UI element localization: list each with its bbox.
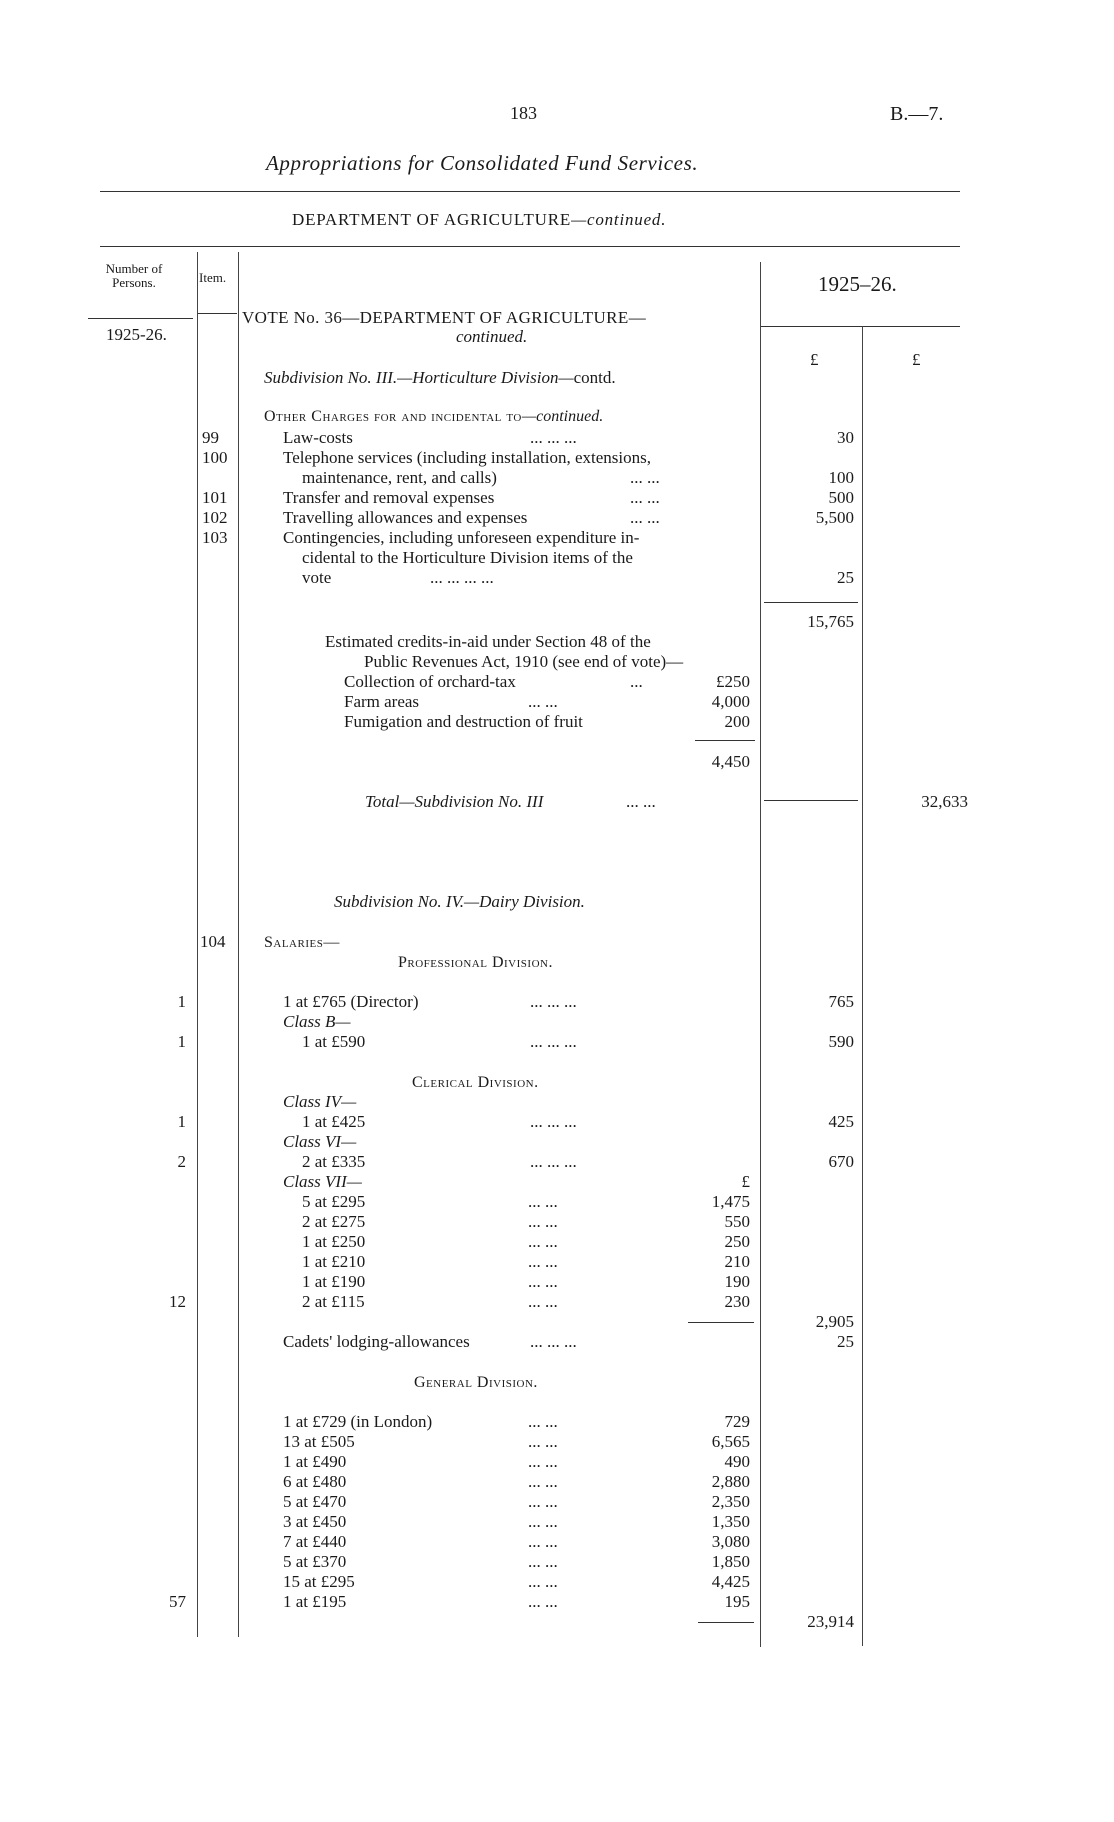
row-sub: 210 xyxy=(724,1252,750,1271)
row-dots: ... ... ... xyxy=(530,1112,577,1131)
row-dots: ... ... xyxy=(528,1512,558,1531)
class-7-total: 2,905 xyxy=(815,1312,854,1331)
row-dots: ... ... xyxy=(528,1532,558,1551)
cadets-amount: 25 xyxy=(837,1332,854,1351)
persons-year: 1925-26. xyxy=(106,325,167,344)
row-text: 7 at £440 xyxy=(283,1532,347,1551)
department-continued: —continued. xyxy=(571,210,667,229)
row-text: cidental to the Horticulture Division items of the xyxy=(302,548,633,567)
col-header-year: 1925–26. xyxy=(818,272,897,296)
vote-title: VOTE No. 36—DEPARTMENT OF AGRICULTURE— xyxy=(242,308,647,327)
row-amount: 425 xyxy=(828,1112,854,1131)
row-persons: 1 xyxy=(177,1032,186,1051)
row-sub: 6,565 xyxy=(711,1432,750,1451)
pound-header-2: £ xyxy=(912,350,921,369)
table-row xyxy=(0,1092,1114,1112)
row-dots: ... ... ... xyxy=(530,1152,577,1171)
vote-continued: continued. xyxy=(456,327,528,346)
table-row xyxy=(0,1452,1114,1472)
row-text: 1 at £729 (in London) xyxy=(283,1412,433,1431)
row-dots: ... ... ... xyxy=(530,428,577,447)
table-row xyxy=(0,1232,1114,1252)
row-dots: ... ... ... xyxy=(530,1032,577,1051)
total-subdivision-3-dots: ... ... xyxy=(626,792,656,811)
table-row xyxy=(0,692,1114,712)
row-sub: 550 xyxy=(724,1212,750,1231)
subdivision-3-name: Subdivision No. III.—Horticulture Division— xyxy=(264,368,574,387)
row-sub: 250 xyxy=(724,1232,750,1251)
department-heading xyxy=(292,210,666,230)
row-text: Class B— xyxy=(283,1012,351,1031)
row-sub: 1,850 xyxy=(711,1552,750,1571)
row-text: 1 at £490 xyxy=(283,1452,347,1471)
credits-line-1: Estimated credits-in-aid under Section 48 of the xyxy=(325,632,651,651)
row-text: Telephone services (including installation, extensions, xyxy=(283,448,651,467)
row-persons: 12 xyxy=(169,1292,186,1311)
professional-division-heading: Professional Division. xyxy=(398,954,553,971)
row-item: 101 xyxy=(202,488,228,507)
row-sub: 490 xyxy=(724,1452,750,1471)
row-sub: 729 xyxy=(724,1412,750,1431)
row-dots: ... ... xyxy=(528,1232,558,1251)
table-row xyxy=(0,508,1114,528)
row-dots: ... ... xyxy=(528,1192,558,1211)
row-text: 1 at £210 xyxy=(302,1252,366,1271)
department-name: DEPARTMENT OF AGRICULTURE xyxy=(292,210,572,229)
row-text: 2 at £275 xyxy=(302,1212,366,1231)
row-text: 2 at £335 xyxy=(302,1152,366,1171)
row-dots: ... ... ... ... xyxy=(430,568,494,587)
row-dots: ... ... xyxy=(528,1572,558,1591)
row-dots: ... ... ... xyxy=(530,992,577,1011)
table-row xyxy=(0,1012,1114,1032)
row-dots: ... ... xyxy=(528,1552,558,1571)
credits-line-2: Public Revenues Act, 1910 (see end of vote)— xyxy=(364,652,684,671)
row-text: Class VII— xyxy=(283,1172,362,1191)
row-sub: 230 xyxy=(724,1292,750,1311)
pound-header-1: £ xyxy=(810,350,819,369)
row-text: Farm areas xyxy=(344,692,420,711)
row-text: 3 at £450 xyxy=(283,1512,347,1531)
table-row xyxy=(0,1552,1114,1572)
row-text: Transfer and removal expenses xyxy=(283,488,495,507)
row-amount: 500 xyxy=(828,488,854,507)
table-row xyxy=(0,1132,1114,1152)
clerical-division-heading: Clerical Division. xyxy=(412,1074,539,1091)
table-row xyxy=(0,468,1114,488)
salaries-heading: Salaries— xyxy=(264,934,340,951)
row-text: 1 at £590 xyxy=(302,1032,366,1051)
table-row xyxy=(0,1412,1114,1432)
credits-total: 4,450 xyxy=(711,752,750,771)
table-row xyxy=(0,1592,1114,1612)
cadets-row xyxy=(0,1332,1114,1352)
row-dots: ... ... xyxy=(528,692,558,711)
row-dots: ... ... xyxy=(528,1472,558,1491)
row-amount: 4,000 xyxy=(711,692,750,711)
row-amount: 5,500 xyxy=(815,508,854,527)
row-text: Law-costs xyxy=(283,428,353,447)
row-amount: 30 xyxy=(837,428,854,447)
row-amount: 670 xyxy=(828,1152,854,1171)
table-row xyxy=(0,1032,1114,1052)
table-row xyxy=(0,1192,1114,1212)
table-row xyxy=(0,1172,1114,1192)
row-item: 102 xyxy=(202,508,228,527)
row-item: 99 xyxy=(202,428,219,447)
general-division-heading: General Division. xyxy=(414,1374,538,1391)
other-charges-label: Other Charges for and incidental to xyxy=(264,408,522,425)
row-sub: 4,425 xyxy=(711,1572,750,1591)
row-sub: 195 xyxy=(724,1592,750,1611)
row-text: 1 at £190 xyxy=(302,1272,366,1291)
row-text: Travelling allowances and expenses xyxy=(283,508,528,527)
row-text: 15 at £295 xyxy=(283,1572,355,1591)
total-subdivision-3-label: Total—Subdivision No. III xyxy=(365,792,544,811)
table-row xyxy=(0,448,1114,468)
general-division-total: 23,914 xyxy=(807,1612,854,1631)
row-sub: 2,880 xyxy=(711,1472,750,1491)
table-row xyxy=(0,992,1114,1012)
col-header-persons: Number of Persons. xyxy=(105,261,163,290)
row-item: 100 xyxy=(202,448,228,467)
row-dots: ... ... xyxy=(528,1292,558,1311)
row-amount: £250 xyxy=(716,672,750,691)
table-row xyxy=(0,428,1114,448)
row-amount: 765 xyxy=(828,992,854,1011)
row-text: 1 at £425 xyxy=(302,1112,366,1131)
subdivision-4-title: Subdivision No. IV.—Dairy Division. xyxy=(334,892,585,911)
row-amount: 100 xyxy=(828,468,854,487)
page-title: Appropriations for Consolidated Fund Services. xyxy=(266,151,699,175)
other-charges-heading xyxy=(264,408,603,426)
row-text: 5 at £295 xyxy=(302,1192,366,1211)
row-dots: ... ... xyxy=(630,488,660,507)
subdivision-3-contd: contd. xyxy=(573,368,616,387)
row-text: Collection of orchard-tax xyxy=(344,672,516,691)
table-row xyxy=(0,1272,1114,1292)
row-item: 103 xyxy=(202,528,228,547)
table-row xyxy=(0,1512,1114,1532)
row-dots: ... ... xyxy=(528,1592,558,1611)
row-amount: 200 xyxy=(724,712,750,731)
table-row xyxy=(0,528,1114,548)
table-row xyxy=(0,1432,1114,1452)
table-row xyxy=(0,712,1114,732)
row-amount: 25 xyxy=(837,568,854,587)
row-dots: ... ... xyxy=(528,1432,558,1451)
row-text: Class IV— xyxy=(283,1092,357,1111)
row-sub: 2,350 xyxy=(711,1492,750,1511)
row-sub: 3,080 xyxy=(711,1532,750,1551)
table-row xyxy=(0,1572,1114,1592)
row-sub: 1,475 xyxy=(711,1192,750,1211)
table-row xyxy=(0,1252,1114,1272)
row-dots: ... ... xyxy=(528,1212,558,1231)
row-text: 1 at £765 (Director) xyxy=(283,992,419,1011)
row-dots: ... ... xyxy=(630,508,660,527)
row-text: 1 at £195 xyxy=(283,1592,347,1611)
row-text: 5 at £370 xyxy=(283,1552,347,1571)
row-sub: 190 xyxy=(724,1272,750,1291)
row-dots: ... ... xyxy=(528,1412,558,1431)
table-row xyxy=(0,1112,1114,1132)
row-dots: ... ... xyxy=(528,1492,558,1511)
row-dots: ... ... xyxy=(528,1272,558,1291)
row-persons: 2 xyxy=(177,1152,186,1171)
row-text: maintenance, rent, and calls) xyxy=(302,468,497,487)
table-row xyxy=(0,488,1114,508)
subdivision-4-item: 104 xyxy=(200,932,226,951)
table-row xyxy=(0,1292,1114,1312)
row-sub: £ xyxy=(741,1172,750,1191)
row-persons: 57 xyxy=(169,1592,186,1611)
row-persons: 1 xyxy=(177,1112,186,1131)
table-row xyxy=(0,1472,1114,1492)
row-amount: 590 xyxy=(828,1032,854,1051)
row-text: Fumigation and destruction of fruit xyxy=(344,712,583,731)
row-text: 5 at £470 xyxy=(283,1492,347,1511)
row-dots: ... ... xyxy=(528,1252,558,1271)
report-code: B.—7. xyxy=(890,103,944,125)
row-persons: 1 xyxy=(177,992,186,1011)
table-row xyxy=(0,672,1114,692)
table-row xyxy=(0,1532,1114,1552)
other-charges-continued: —continued. xyxy=(521,408,604,425)
other-charges-subtotal: 15,765 xyxy=(807,612,854,631)
row-dots: ... xyxy=(630,672,643,691)
cadets-text: Cadets' lodging-allowances xyxy=(283,1332,470,1351)
row-text: 13 at £505 xyxy=(283,1432,355,1451)
row-sub: 1,350 xyxy=(711,1512,750,1531)
subdivision-3-title xyxy=(264,368,616,388)
table-row xyxy=(0,1152,1114,1172)
row-text: 2 at £115 xyxy=(302,1292,365,1311)
row-dots: ... ... xyxy=(528,1452,558,1471)
row-text: 6 at £480 xyxy=(283,1472,347,1491)
table-row xyxy=(0,1492,1114,1512)
row-text: Class VI— xyxy=(283,1132,357,1151)
col-header-item: Item. xyxy=(199,270,227,285)
table-row xyxy=(0,568,1114,588)
cadets-dots: ... ... ... xyxy=(530,1332,577,1351)
table-row xyxy=(0,548,1114,568)
row-text: Contingencies, including unforeseen expenditure in- xyxy=(283,528,640,547)
row-text: 1 at £250 xyxy=(302,1232,366,1251)
page-number: 183 xyxy=(510,103,537,123)
total-subdivision-3-amount: 32,633 xyxy=(921,792,968,811)
row-dots: ... ... xyxy=(630,468,660,487)
row-text: vote xyxy=(302,568,332,587)
table-row xyxy=(0,1212,1114,1232)
